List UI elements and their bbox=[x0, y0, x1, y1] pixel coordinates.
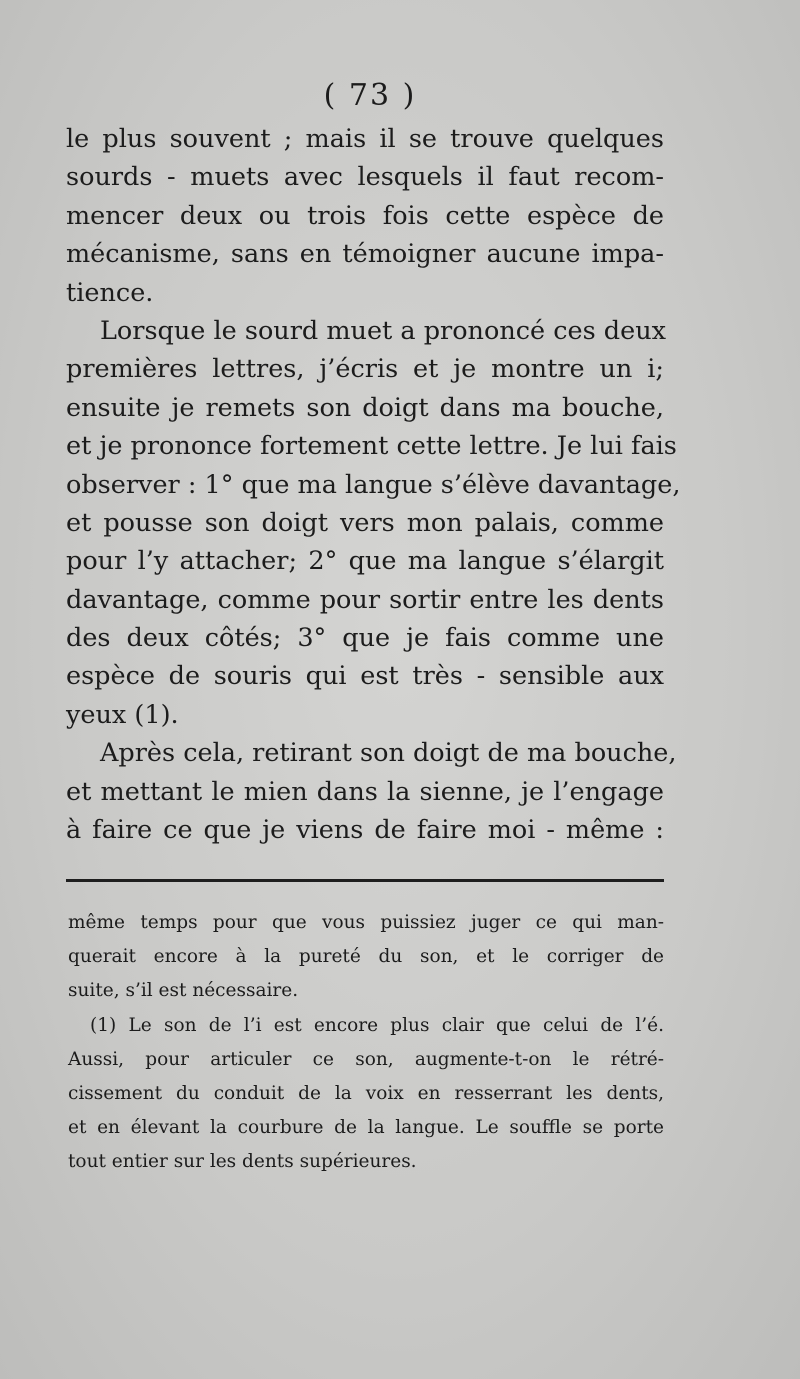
footnote-line: querait encore à la pureté du son, et le corriger de bbox=[68, 946, 664, 968]
text-line: et je prononce fortement cette lettre. Je lui fais bbox=[66, 431, 677, 462]
footnote-line: suite, s’il est nécessaire. bbox=[68, 980, 299, 1002]
main-text bbox=[66, 120, 681, 849]
text-line: sourds - muets avec lesquels il faut recom- bbox=[66, 162, 664, 193]
footnote-line: cissement du conduit de la voix en resserrant les dents, bbox=[68, 1082, 664, 1104]
text-line: Après cela, retirant son doigt de ma bouche, bbox=[100, 738, 677, 769]
text-line: le plus souvent ; mais il se trouve quelques bbox=[66, 124, 664, 154]
text-line: ensuite je remets son doigt dans ma bouche, bbox=[66, 392, 664, 423]
footnote-line: Aussi, pour articuler ce son, augmente-t-on le rétré- bbox=[68, 1048, 664, 1070]
text-line: davantage, comme pour sortir entre les dents bbox=[66, 584, 664, 615]
footnote-line: (1) Le son de l’i est encore plus clair que celui de l’é. bbox=[90, 1014, 664, 1036]
text-line: et mettant le mien dans la sienne, je l’engage bbox=[66, 776, 664, 807]
text-line: Lorsque le sourd muet a prononcé ces deux bbox=[100, 315, 667, 346]
footnote-line: et en élevant la courbure de la langue. Le souffle se porte bbox=[68, 1117, 664, 1139]
text-line: à faire ce que je viens de faire moi - même : bbox=[66, 815, 664, 846]
text-line: et pousse son doigt vers mon palais, comme bbox=[66, 507, 664, 538]
text-line: yeux (1). bbox=[66, 699, 179, 730]
page-number: ( 73 ) bbox=[323, 78, 417, 113]
text-line: tience. bbox=[66, 277, 154, 308]
footnote-line: tout entier sur les dents supérieures. bbox=[68, 1151, 417, 1173]
text-line: mécanisme, sans en témoigner aucune impa- bbox=[66, 239, 664, 270]
text-line: des deux côtés; 3° que je fais comme une bbox=[66, 623, 664, 654]
footnote-line: même temps pour que vous puissiez juger ce qui man- bbox=[68, 912, 664, 933]
footnote-divider bbox=[66, 879, 664, 882]
text-line: mencer deux ou trois fois cette espèce de bbox=[66, 200, 664, 231]
text-line: pour l’y attacher; 2° que ma langue s’élargit bbox=[66, 546, 664, 577]
text-line: espèce de souris qui est très - sensible aux bbox=[66, 661, 664, 692]
footnotes bbox=[68, 906, 664, 1180]
text-line: observer : 1° que ma langue s’élève davantage, bbox=[66, 469, 681, 500]
text-line: premières lettres, j’écris et je montre un i; bbox=[66, 354, 664, 385]
